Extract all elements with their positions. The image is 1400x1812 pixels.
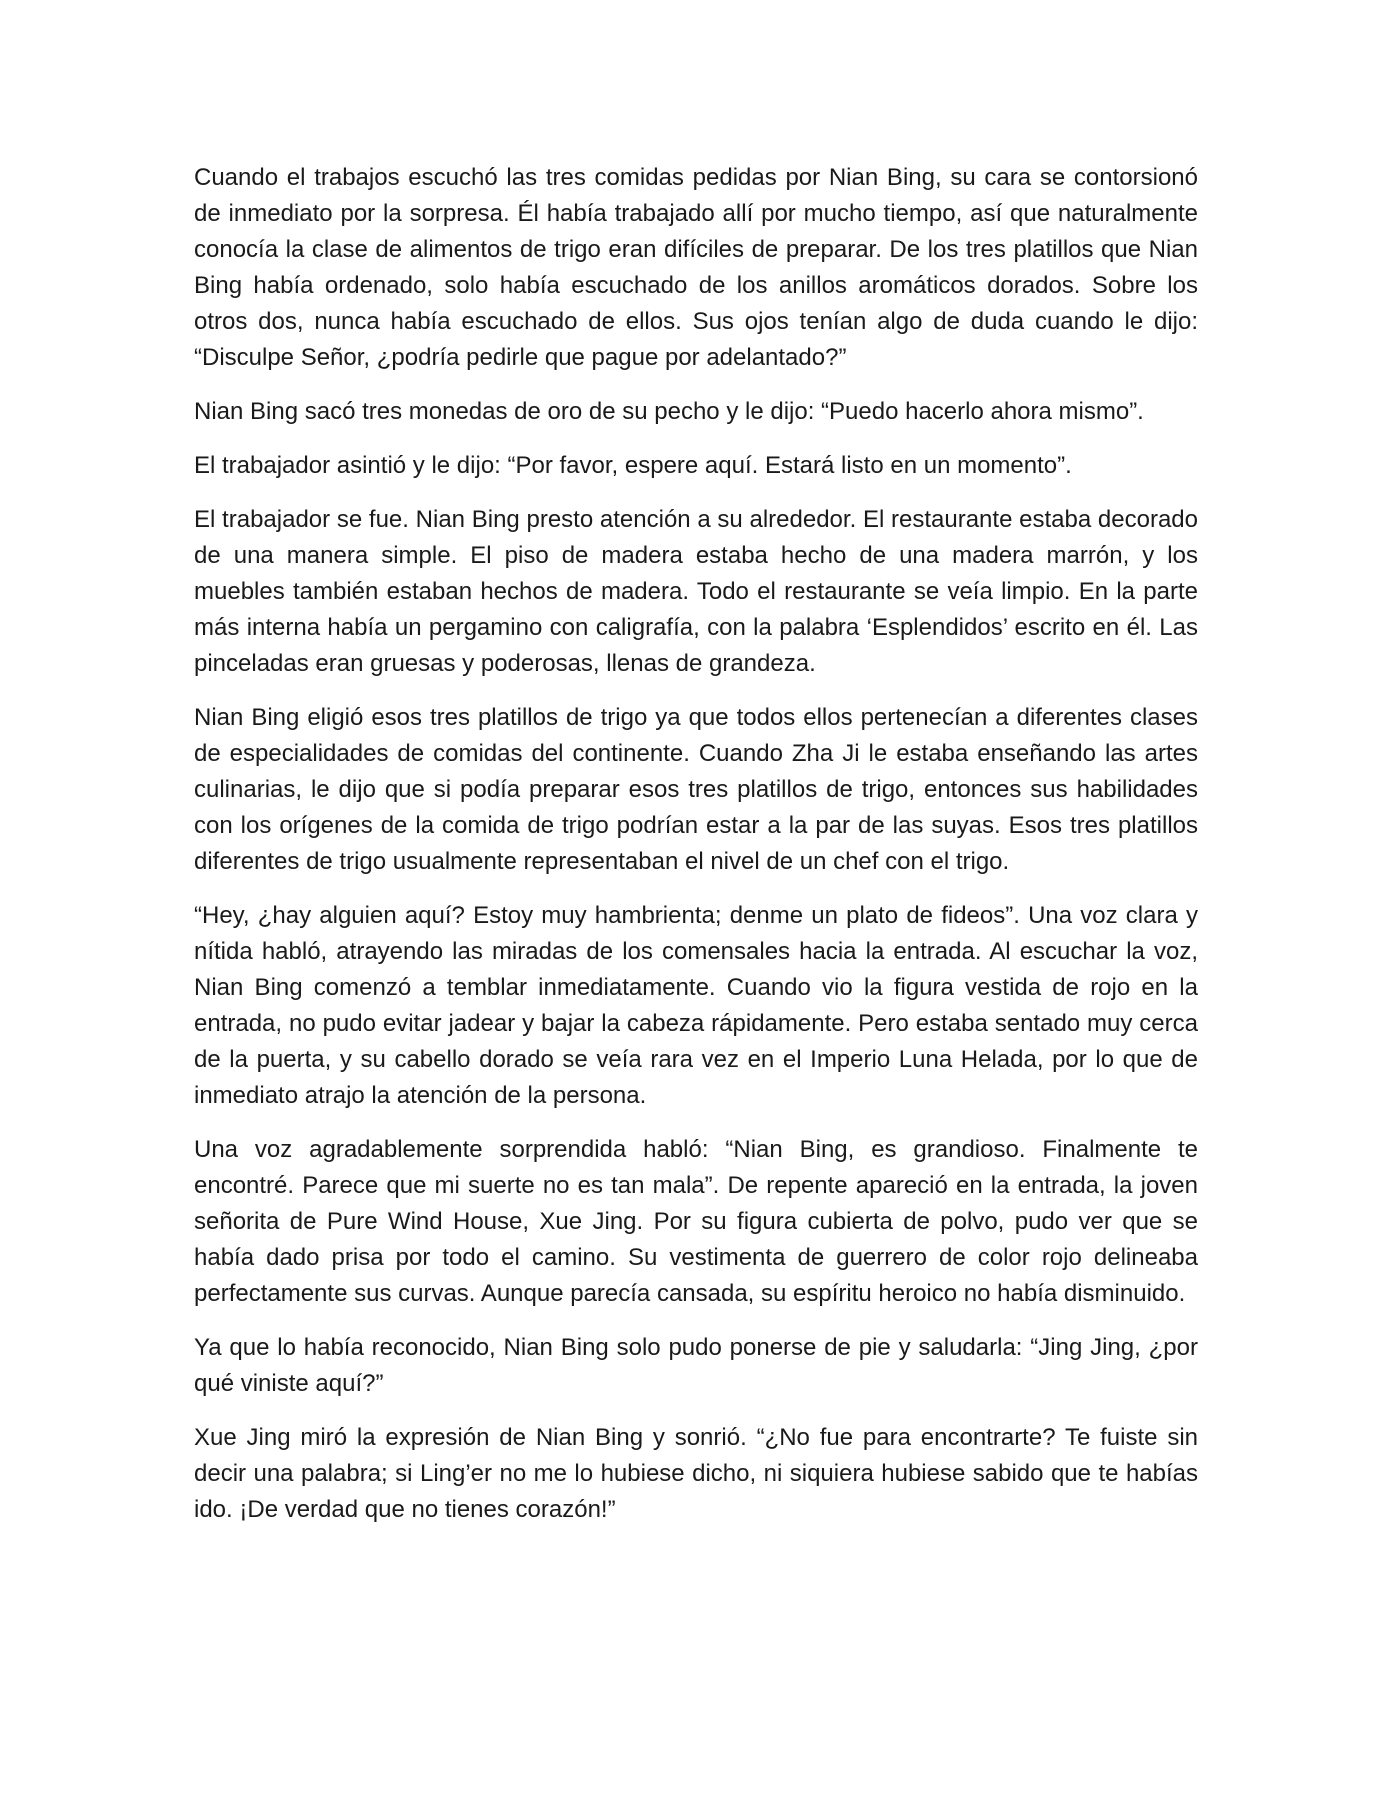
paragraph: “Hey, ¿hay alguien aquí? Estoy muy hambrienta; denme un plato de fideos”. Una voz clara y nítida habló, atrayendo las miradas de los comensales hacia la entrada. Al escuchar la voz, Nian Bing comenzó a temblar inmediatamente. Cuando vio la figura vestida de rojo en la entrada, no pudo evitar jadear y bajar la cabeza rápidamente. Pero estaba sentado muy cerca de la puerta, y su cabello dorado se veía rara vez en el Imperio Luna Helada, por lo que de inmediato atrajo la atención de la persona. [194,902,1198,1109]
paragraph: Nian Bing eligió esos tres platillos de trigo ya que todos ellos pertenecían a diferentes clases de especialidades de comidas del continente. Cuando Zha Ji le estaba enseñando las artes culinarias, le dijo que si podía preparar esos tres platillos de trigo, entonces sus habilidades con los orígenes de la comida de trigo podrían estar a la par de las suyas. Esos tres platillos diferentes de trigo usualmente representaban el nivel de un chef con el trigo. [194,704,1198,875]
paragraph: El trabajador se fue. Nian Bing presto atención a su alrededor. El restaurante estaba decorado de una manera simple. El piso de madera estaba hecho de una madera marrón, y los muebles también estaban hechos de madera. Todo el restaurante se veía limpio. En la parte más interna había un pergamino con caligrafía, con la palabra ‘Esplendidos’ escrito en él. Las pinceladas eran gruesas y poderosas, llenas de grandeza. [194,506,1198,677]
paragraph: El trabajador asintió y le dijo: “Por favor, espere aquí. Estará listo en un momento”. [194,452,1072,479]
paragraph: Ya que lo había reconocido, Nian Bing solo pudo ponerse de pie y saludarla: “Jing Jing, ¿por qué viniste aquí?” [194,1334,1198,1397]
paragraph: Una voz agradablemente sorprendida habló: “Nian Bing, es grandioso. Finalmente te encontré. Parece que mi suerte no es tan mala”. De repente apareció en la entrada, la joven señorita de Pure Wind House, Xue Jing. Por su figura cubierta de polvo, pudo ver que se había dado prisa por todo el camino. Su vestimenta de guerrero de color rojo delineaba perfectamente sus curvas. Aunque parecía cansada, su espíritu heroico no había disminuido. [194,1136,1198,1307]
paragraph: Xue Jing miró la expresión de Nian Bing y sonrió. “¿No fue para encontrarte? Te fuiste sin decir una palabra; si Ling’er no me lo hubiese dicho, ni siquiera hubiese sabido que te habías ido. ¡De verdad que no tienes corazón!” [194,1424,1198,1523]
document-body [194,160,1198,1546]
paragraph: Nian Bing sacó tres monedas de oro de su pecho y le dijo: “Puedo hacerlo ahora mismo”. [194,398,1144,425]
paragraph: Cuando el trabajos escuchó las tres comidas pedidas por Nian Bing, su cara se contorsionó de inmediato por la sorpresa. Él había trabajado allí por mucho tiempo, así que naturalmente conocía la clase de alimentos de trigo eran difíciles de preparar. De los tres platillos que Nian Bing había ordenado, solo había escuchado de los anillos aromáticos dorados. Sobre los otros dos, nunca había escuchado de ellos. Sus ojos tenían algo de duda cuando le dijo: “Disculpe Señor, ¿podría pedirle que pague por adelantado?” [194,164,1198,371]
